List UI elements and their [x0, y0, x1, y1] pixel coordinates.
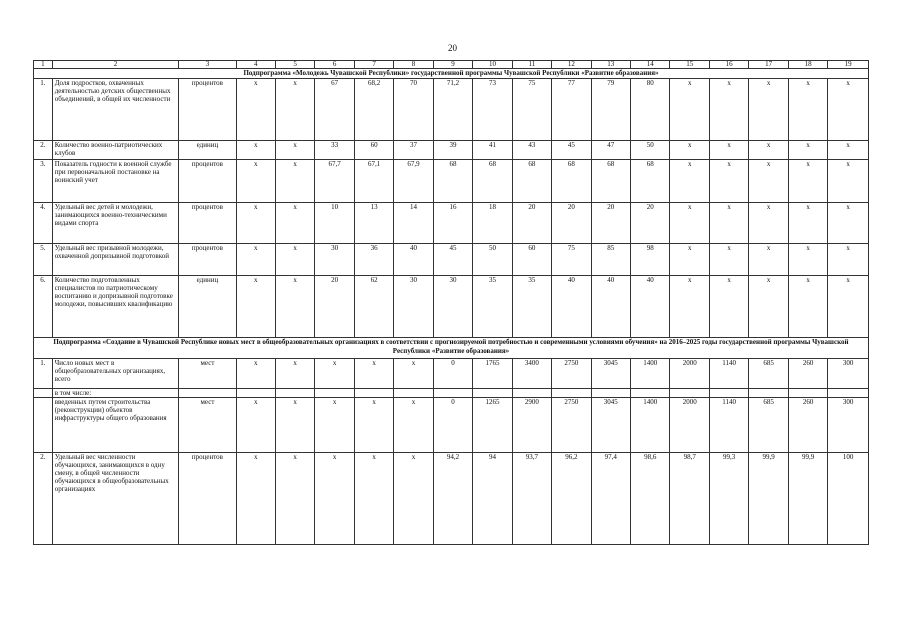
value-cell: 60 [354, 141, 393, 160]
value-cell: 67,1 [354, 160, 393, 203]
value-cell: 1400 [631, 398, 670, 453]
value-cell: x [236, 359, 275, 389]
value-cell: 685 [749, 359, 788, 389]
value-cell: 98,7 [670, 453, 709, 545]
value-cell: x [749, 276, 788, 338]
value-cell [275, 389, 314, 398]
value-cell: 45 [552, 141, 591, 160]
value-cell: 20 [591, 203, 630, 244]
value-cell: 2000 [670, 359, 709, 389]
indicator-name: Показатель годности к военной службе при первоначальной постановке на воинский учет [52, 160, 179, 203]
value-cell: x [670, 79, 709, 141]
value-cell: 79 [591, 79, 630, 141]
value-cell [552, 389, 591, 398]
value-cell: x [749, 244, 788, 276]
indicator-name: Удельный вес численности обучающихся, занимающихся в одну смену, в общей численности обучающихся в общеобразовательных организациях [52, 453, 179, 545]
value-cell: x [275, 453, 314, 545]
value-cell: 33 [315, 141, 354, 160]
column-header: 7 [354, 61, 393, 69]
unit-cell: процентов [179, 160, 236, 203]
value-cell: x [749, 141, 788, 160]
value-cell [670, 389, 709, 398]
value-cell: x [709, 244, 748, 276]
table-row [34, 203, 869, 244]
value-cell: 45 [433, 244, 472, 276]
header-row [34, 61, 869, 69]
unit-cell: единиц [179, 141, 236, 160]
value-cell: 35 [512, 276, 551, 338]
value-cell: 260 [788, 359, 827, 389]
value-cell: x [236, 203, 275, 244]
unit-cell [179, 389, 236, 398]
value-cell: x [828, 276, 869, 338]
value-cell: 43 [512, 141, 551, 160]
value-cell: 98,6 [631, 453, 670, 545]
value-cell: x [788, 141, 827, 160]
indicator-name: Количество военно-патриотических клубов [52, 141, 179, 160]
value-cell: 98 [631, 244, 670, 276]
value-cell: x [275, 141, 314, 160]
column-header: 12 [552, 61, 591, 69]
indicator-name: Число новых мест в общеобразовательных организациях, всего [52, 359, 179, 389]
column-header: 15 [670, 61, 709, 69]
value-cell: 260 [788, 398, 827, 453]
value-cell: x [354, 359, 393, 389]
unit-cell: мест [179, 398, 236, 453]
indicators-table [33, 60, 869, 545]
value-cell: 68 [591, 160, 630, 203]
value-cell: 100 [828, 453, 869, 545]
indicator-name: Удельный вес детей и молодежи, занимающихся военно-техническими видами спорта [52, 203, 179, 244]
value-cell: x [315, 453, 354, 545]
column-header: 13 [591, 61, 630, 69]
value-cell: x [236, 141, 275, 160]
value-cell: x [275, 244, 314, 276]
value-cell: 16 [433, 203, 472, 244]
value-cell: x [788, 79, 827, 141]
table-row [34, 453, 869, 545]
table-row [34, 160, 869, 203]
value-cell: 10 [315, 203, 354, 244]
value-cell: x [709, 141, 748, 160]
value-cell: x [315, 359, 354, 389]
value-cell: 99,9 [749, 453, 788, 545]
value-cell: 40 [552, 276, 591, 338]
value-cell: 94,2 [433, 453, 472, 545]
table-row [34, 276, 869, 338]
table-row [34, 359, 869, 389]
row-number [34, 398, 53, 453]
value-cell: 75 [512, 79, 551, 141]
table-row [34, 79, 869, 141]
column-header: 18 [788, 61, 827, 69]
value-cell: 3045 [591, 398, 630, 453]
value-cell [631, 389, 670, 398]
value-cell: x [236, 398, 275, 453]
row-number: 3. [34, 160, 53, 203]
section-title: Подпрограмма «Создание в Чувашской Республике новых мест в общеобразовательных организациях в соответствии с прогнозируемой потребностью и современными условиями обучения» на 2016–2025 годы государственной программы Чувашской Республики «Развитие образования» [34, 338, 869, 359]
value-cell [315, 389, 354, 398]
value-cell: 96,2 [552, 453, 591, 545]
value-cell: x [670, 141, 709, 160]
value-cell: 30 [315, 244, 354, 276]
value-cell: x [749, 160, 788, 203]
value-cell: 68 [631, 160, 670, 203]
unit-cell: единиц [179, 276, 236, 338]
value-cell: 75 [552, 244, 591, 276]
value-cell: 39 [433, 141, 472, 160]
value-cell: x [275, 359, 314, 389]
value-cell: 1140 [709, 398, 748, 453]
table-row [34, 398, 869, 453]
value-cell: 68 [552, 160, 591, 203]
value-cell: 60 [512, 244, 551, 276]
value-cell: 2750 [552, 359, 591, 389]
row-number: 1. [34, 359, 53, 389]
value-cell: x [828, 79, 869, 141]
row-number: 2. [34, 453, 53, 545]
value-cell: x [788, 244, 827, 276]
value-cell: x [788, 203, 827, 244]
indicator-name: в том числе: [52, 389, 179, 398]
value-cell [394, 389, 433, 398]
column-header: 14 [631, 61, 670, 69]
value-cell: 1400 [631, 359, 670, 389]
value-cell: x [275, 79, 314, 141]
value-cell [473, 389, 512, 398]
table-row [34, 141, 869, 160]
value-cell [354, 389, 393, 398]
value-cell: 77 [552, 79, 591, 141]
row-number: 4. [34, 203, 53, 244]
value-cell: 97,4 [591, 453, 630, 545]
section-title-row [34, 69, 869, 79]
value-cell [749, 389, 788, 398]
value-cell: 20 [552, 203, 591, 244]
value-cell: x [749, 203, 788, 244]
value-cell: 30 [433, 276, 472, 338]
value-cell [828, 389, 869, 398]
value-cell [788, 389, 827, 398]
value-cell: 68,2 [354, 79, 393, 141]
value-cell: x [828, 203, 869, 244]
column-header: 11 [512, 61, 551, 69]
value-cell: 30 [394, 276, 433, 338]
value-cell: 85 [591, 244, 630, 276]
value-cell: 99,3 [709, 453, 748, 545]
value-cell: x [394, 398, 433, 453]
value-cell: 0 [433, 359, 472, 389]
value-cell: 300 [828, 398, 869, 453]
value-cell: 3400 [512, 359, 551, 389]
indicator-name: Удельный вес призывной молодежи, охваченной допризывной подготовкой [52, 244, 179, 276]
value-cell: 0 [433, 398, 472, 453]
value-cell: 99,9 [788, 453, 827, 545]
value-cell: 41 [473, 141, 512, 160]
value-cell: 50 [631, 141, 670, 160]
table-row [34, 389, 869, 398]
value-cell [512, 389, 551, 398]
column-header: 19 [828, 61, 869, 69]
value-cell: 47 [591, 141, 630, 160]
value-cell: x [354, 453, 393, 545]
page-number: 20 [448, 43, 457, 53]
value-cell: 35 [473, 276, 512, 338]
column-header: 2 [52, 61, 179, 69]
value-cell: x [670, 244, 709, 276]
value-cell: 3045 [591, 359, 630, 389]
unit-cell: процентов [179, 244, 236, 276]
value-cell: 2750 [552, 398, 591, 453]
value-cell: 68 [433, 160, 472, 203]
indicator-name: Количество подготовленных специалистов по патриотическому воспитанию и допризывной подготовке молодежи, повысивших квалификацию [52, 276, 179, 338]
value-cell: 14 [394, 203, 433, 244]
unit-cell: процентов [179, 203, 236, 244]
value-cell: 94 [473, 453, 512, 545]
value-cell: x [394, 453, 433, 545]
value-cell: 300 [828, 359, 869, 389]
value-cell: 68 [473, 160, 512, 203]
value-cell: 1140 [709, 359, 748, 389]
value-cell: 2900 [512, 398, 551, 453]
value-cell: x [670, 160, 709, 203]
column-header: 17 [749, 61, 788, 69]
value-cell: x [275, 276, 314, 338]
value-cell: 37 [394, 141, 433, 160]
value-cell [591, 389, 630, 398]
unit-cell: процентов [179, 453, 236, 545]
value-cell: 67 [315, 79, 354, 141]
value-cell: 50 [473, 244, 512, 276]
value-cell: 20 [631, 203, 670, 244]
value-cell: x [709, 203, 748, 244]
value-cell: 13 [354, 203, 393, 244]
row-number: 1. [34, 79, 53, 141]
value-cell: x [828, 160, 869, 203]
value-cell: 70 [394, 79, 433, 141]
column-header: 6 [315, 61, 354, 69]
column-header: 5 [275, 61, 314, 69]
section-title: Подпрограмма «Молодежь Чувашской Республики» государственной программы Чувашской Республики «Развитие образования» [34, 69, 869, 79]
column-header: 4 [236, 61, 275, 69]
value-cell: x [749, 79, 788, 141]
value-cell: x [236, 276, 275, 338]
column-header: 3 [179, 61, 236, 69]
value-cell: 40 [394, 244, 433, 276]
value-cell: x [709, 160, 748, 203]
section-title-row [34, 338, 869, 359]
value-cell: x [828, 244, 869, 276]
value-cell: 685 [749, 398, 788, 453]
value-cell: x [315, 398, 354, 453]
indicator-name: введенных путем строительства (реконструкции) объектов инфраструктуры общего образования [52, 398, 179, 453]
value-cell: 80 [631, 79, 670, 141]
value-cell: 2000 [670, 398, 709, 453]
value-cell: 20 [315, 276, 354, 338]
row-number: 6. [34, 276, 53, 338]
value-cell: 18 [473, 203, 512, 244]
value-cell: 1765 [473, 359, 512, 389]
value-cell: x [354, 398, 393, 453]
value-cell: 93,7 [512, 453, 551, 545]
unit-cell: мест [179, 359, 236, 389]
value-cell [236, 389, 275, 398]
table-row [34, 244, 869, 276]
value-cell: x [788, 160, 827, 203]
row-number: 2. [34, 141, 53, 160]
value-cell: 1265 [473, 398, 512, 453]
column-header: 9 [433, 61, 472, 69]
value-cell: x [709, 79, 748, 141]
column-header: 8 [394, 61, 433, 69]
value-cell: x [236, 79, 275, 141]
value-cell: x [275, 398, 314, 453]
value-cell: x [236, 244, 275, 276]
value-cell: 62 [354, 276, 393, 338]
value-cell [709, 389, 748, 398]
value-cell: x [236, 453, 275, 545]
row-number [34, 389, 53, 398]
value-cell: x [670, 276, 709, 338]
value-cell: x [236, 160, 275, 203]
column-header: 10 [473, 61, 512, 69]
value-cell: x [275, 160, 314, 203]
value-cell: x [709, 276, 748, 338]
unit-cell: процентов [179, 79, 236, 141]
value-cell: x [670, 203, 709, 244]
column-header: 16 [709, 61, 748, 69]
value-cell: x [828, 141, 869, 160]
value-cell: 40 [631, 276, 670, 338]
value-cell: 67,9 [394, 160, 433, 203]
value-cell: x [788, 276, 827, 338]
row-number: 5. [34, 244, 53, 276]
value-cell: 71,2 [433, 79, 472, 141]
value-cell: 36 [354, 244, 393, 276]
value-cell: 67,7 [315, 160, 354, 203]
value-cell: 20 [512, 203, 551, 244]
value-cell: x [394, 359, 433, 389]
value-cell [433, 389, 472, 398]
value-cell: 73 [473, 79, 512, 141]
value-cell: 40 [591, 276, 630, 338]
indicator-name: Доля подростков, охваченных деятельностью детских общественных объединений, в общей их численности [52, 79, 179, 141]
value-cell: x [275, 203, 314, 244]
column-header: 1 [34, 61, 53, 69]
value-cell: 68 [512, 160, 551, 203]
